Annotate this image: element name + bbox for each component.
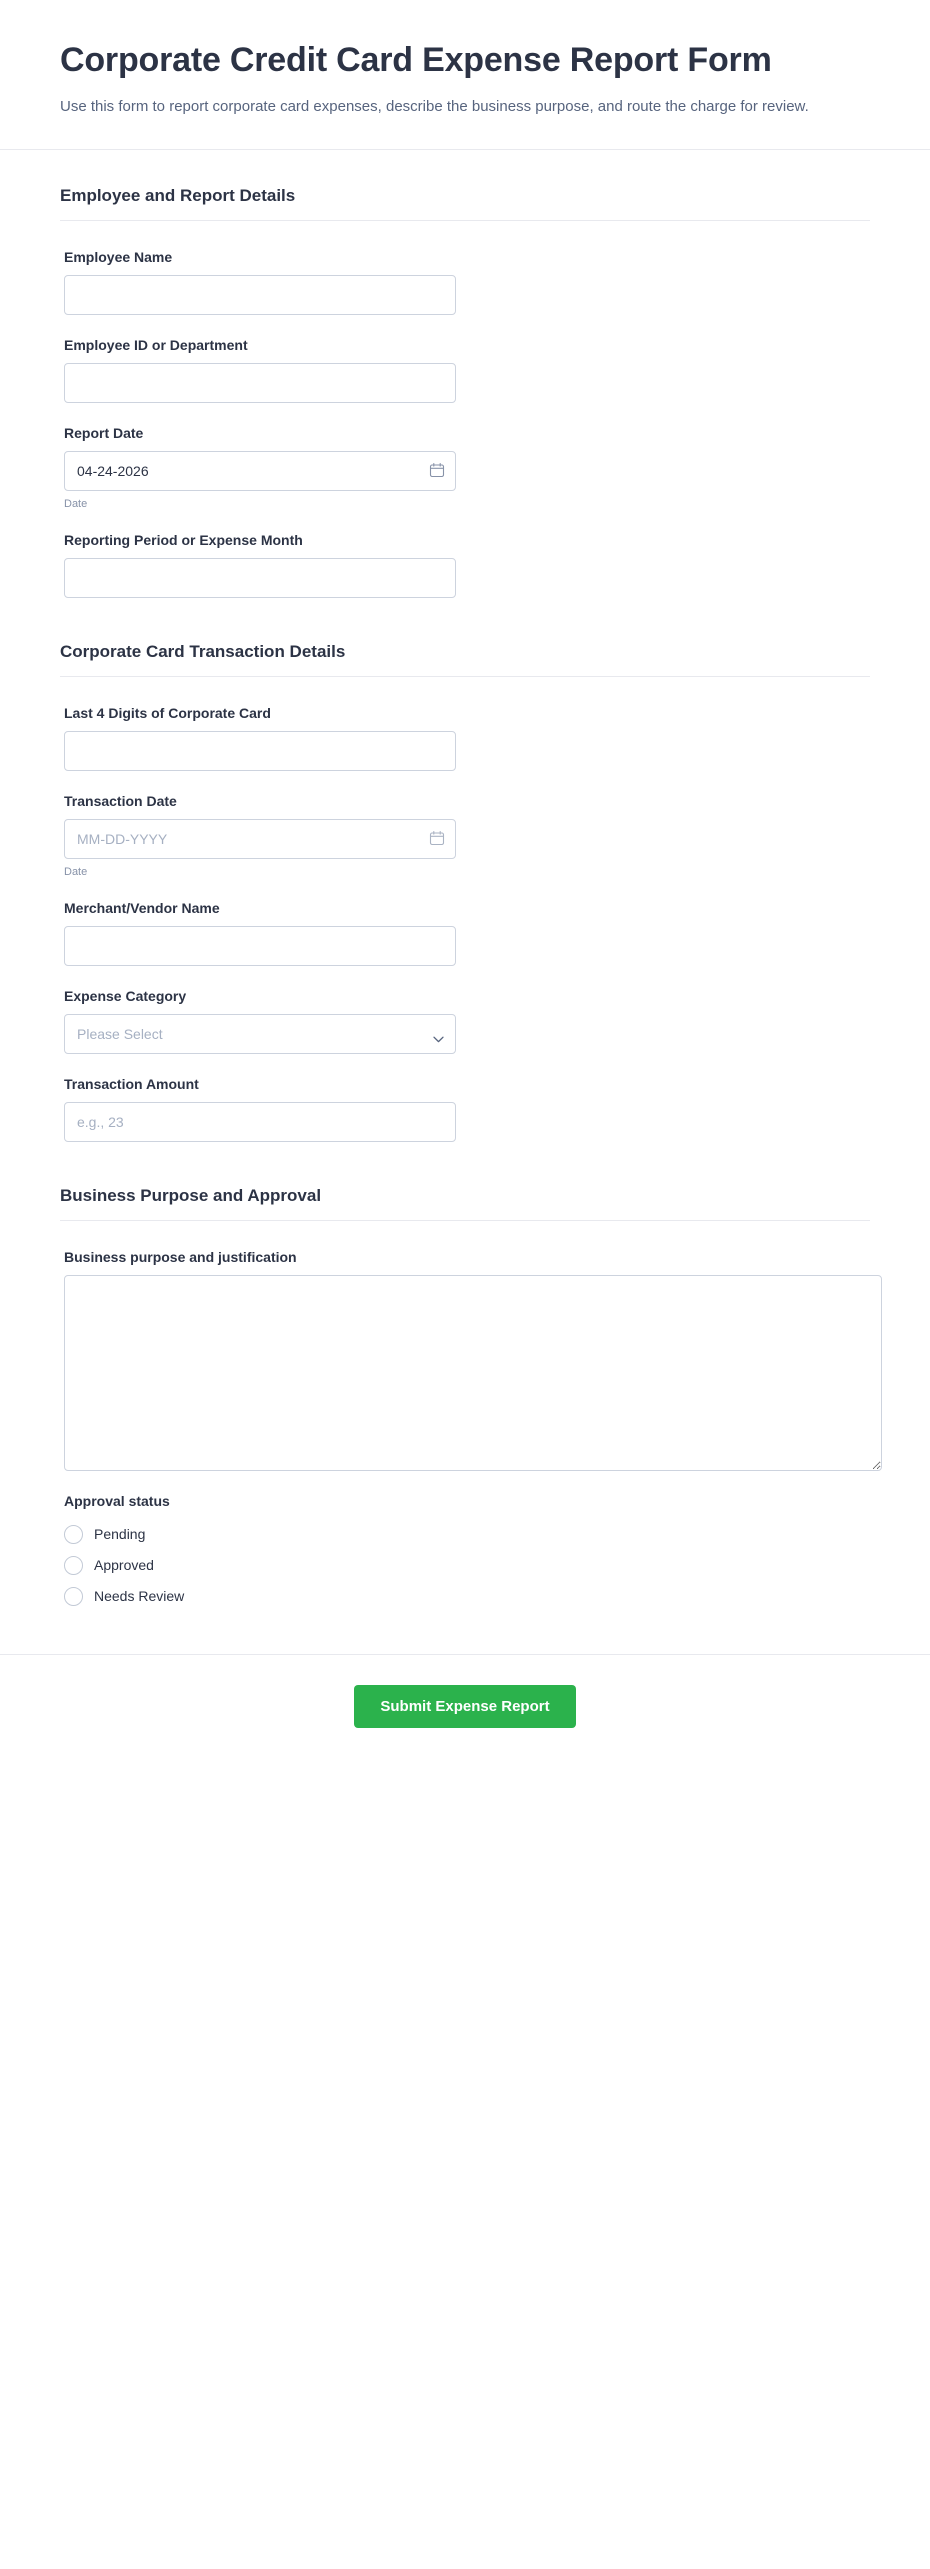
report-date-input[interactable] [64,451,456,491]
transaction-amount-input[interactable] [64,1102,456,1142]
form-description: Use this form to report corporate card expenses, describe the business purpose, and route the charge for review. [60,98,809,116]
input-wrapper [64,731,456,771]
radio-option-approved[interactable] [64,1550,870,1581]
section-header [60,1150,870,1235]
section-employee-and-report-details [0,150,930,606]
field-label: Employee ID or Department [64,336,248,353]
submit-expense-report-button[interactable]: Submit Expense Report [354,1685,575,1728]
field-transaction-date [60,779,870,886]
merchant-vendor-name-input[interactable] [64,926,456,966]
section-corporate-card-transaction-details [0,606,930,1150]
employee-id-or-department-input[interactable] [64,363,456,403]
field-report-date [60,411,870,518]
field-label: Employee Name [64,248,173,265]
form-footer [0,1654,930,1776]
radio-label: Pending [94,1526,146,1543]
reporting-period-input[interactable] [64,558,456,598]
form-header [0,0,930,150]
field-label: Report Date [64,424,144,441]
field-label: Merchant/Vendor Name [64,899,220,916]
section-header [60,150,870,235]
field-label: Transaction Date [64,792,177,809]
field-employee-name [60,235,870,323]
page-title: Corporate Credit Card Expense Report Form [60,41,772,79]
section-title: Business Purpose and Approval [60,1186,870,1221]
radio-label: Approved [94,1557,154,1574]
field-approval-status [60,1479,870,1620]
select-wrapper [64,1014,456,1054]
radio-circle-icon[interactable] [64,1556,83,1575]
section-business-purpose-and-approval [0,1150,930,1620]
employee-name-input[interactable] [64,275,456,315]
field-business-purpose [60,1235,870,1479]
field-sublabel: Date [64,865,88,878]
input-wrapper [64,558,456,598]
last-4-digits-input[interactable] [64,731,456,771]
section-header [60,606,870,691]
input-wrapper [64,451,456,491]
radio-circle-icon[interactable] [64,1587,83,1606]
business-purpose-textarea[interactable] [64,1275,882,1471]
radio-label: Needs Review [94,1588,185,1605]
input-wrapper [64,363,456,403]
field-label: Transaction Amount [64,1075,199,1092]
section-title: Corporate Card Transaction Details [60,642,870,677]
transaction-date-input[interactable] [64,819,456,859]
field-label: Approval status [64,1492,170,1509]
field-employee-id-or-department [60,323,870,411]
field-expense-category [60,974,870,1062]
input-wrapper [64,1102,456,1142]
input-wrapper [64,926,456,966]
field-label: Reporting Period or Expense Month [64,531,303,548]
field-sublabel: Date [64,497,88,510]
radio-option-pending[interactable] [64,1519,870,1550]
field-label: Last 4 Digits of Corporate Card [64,704,271,721]
field-label: Business purpose and justification [64,1248,297,1265]
field-transaction-amount [60,1062,870,1150]
field-merchant-vendor-name [60,886,870,974]
input-wrapper [64,275,456,315]
approval-status-radio-group [64,1519,870,1612]
section-title: Employee and Report Details [60,186,870,221]
radio-circle-icon[interactable] [64,1525,83,1544]
field-last-4-digits [60,691,870,779]
expense-category-select[interactable] [64,1014,456,1054]
field-label: Expense Category [64,987,187,1004]
radio-option-needs-review[interactable] [64,1581,870,1612]
input-wrapper [64,819,456,859]
field-reporting-period [60,518,870,606]
